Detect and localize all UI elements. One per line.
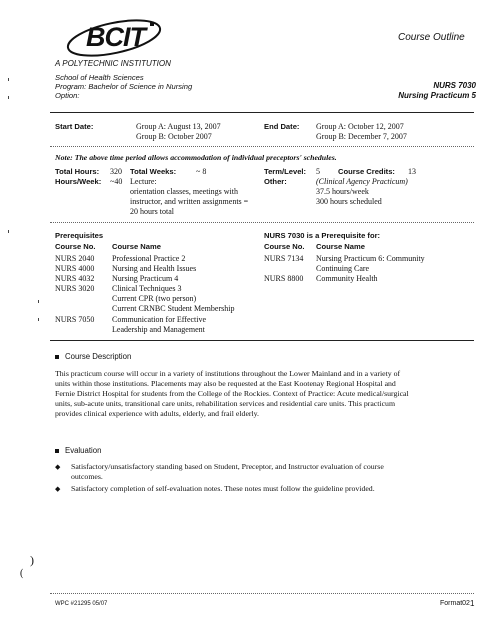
evaluation-item <box>55 462 485 482</box>
description-line: Fernie District Hospital for students from the College of the Rockies. Context of Practice: Acute medical/surgical <box>55 389 409 398</box>
total-hours-value: 320 <box>110 167 122 176</box>
end-date-label: End Date: <box>264 122 300 131</box>
hours-week-label: Hours/Week: <box>55 177 102 186</box>
total-weeks-label: Total Weeks: <box>130 167 177 176</box>
school-name: School of Health Sciences <box>55 73 144 82</box>
option-label: Option: <box>55 91 80 100</box>
prereq-for-course-name: Nursing Practicum 6: Community <box>316 254 425 263</box>
prereq-course-name: Communication for Effective <box>112 315 207 324</box>
other-line: (Clinical Agency Practicum) <box>316 177 408 186</box>
evaluation-item <box>55 484 485 494</box>
term-level-label: Term/Level: <box>264 167 307 176</box>
other-label: Other: <box>264 177 287 186</box>
evaluation-title: Evaluation <box>65 446 102 455</box>
course-name: Nursing Practicum 5 <box>398 91 476 100</box>
logo-text: BCIT <box>86 22 145 52</box>
evaluation-list <box>55 462 485 494</box>
prereq-course-name: Professional Practice 2 <box>112 254 186 263</box>
evaluation-line: Satisfactory completion of self-evaluation notes. These notes must follow the guideline provided. <box>71 484 375 493</box>
course-credits-label: Course Credits: <box>338 167 395 176</box>
diamond-bullet-icon: ◆ <box>55 485 61 493</box>
lecture-label: Lecture: <box>130 177 157 186</box>
prereq-course-no: NURS 4032 <box>55 274 95 283</box>
footer-doc-id: WPC #21295 05/07 <box>55 601 108 607</box>
prereq-rule <box>50 340 474 341</box>
course-description-heading <box>55 352 131 361</box>
lecture-line: instructor, and written assignments = <box>130 197 249 206</box>
margin-mark <box>38 318 39 321</box>
start-date-group-a: Group A: August 13, 2007 <box>136 122 221 131</box>
margin-mark <box>38 300 39 303</box>
total-hours-label: Total Hours: <box>55 167 100 176</box>
square-bullet-icon <box>55 449 59 453</box>
program-name: Program: Bachelor of Science in Nursing <box>55 82 193 91</box>
description-line: provides clinical experience with adults, elderly, and frail elderly. <box>55 409 260 418</box>
prereq-for-col-no: Course No. <box>264 242 305 251</box>
total-weeks-value: ~ 8 <box>196 167 207 176</box>
institution-tagline: A POLYTECHNIC INSTITUTION <box>55 59 171 68</box>
evaluation-heading <box>55 446 101 455</box>
course-description-body <box>55 369 485 419</box>
dates-rule <box>50 146 474 147</box>
prereq-col-name: Course Name <box>112 242 161 251</box>
prereq-course-no: NURS 7050 <box>55 315 95 324</box>
footer-rule <box>50 593 474 594</box>
term-level-value: 5 <box>316 167 320 176</box>
prereq-for-course-name: Continuing Care <box>316 264 370 273</box>
margin-mark <box>8 230 9 233</box>
margin-mark <box>8 78 9 81</box>
evaluation-line: outcomes. <box>71 472 103 481</box>
prereq-course-name: Current CRNBC Student Membership <box>112 304 235 313</box>
prereq-for-course-no: NURS 7134 <box>264 254 304 263</box>
prereq-course-no: NURS 4000 <box>55 264 95 273</box>
start-date-group-b: Group B: October 2007 <box>136 132 212 141</box>
prereq-for-course-name: Community Health <box>316 274 378 283</box>
schedule-note: Note: The above time period allows accommodation of individual preceptors' schedules. <box>55 153 337 162</box>
other-line: 300 hours scheduled <box>316 197 382 206</box>
prerequisites-title: Prerequisites <box>55 231 104 240</box>
start-date-label: Start Date: <box>55 122 94 131</box>
prereq-course-name: Nursing and Health Issues <box>112 264 197 273</box>
end-date-group-a: Group A: October 12, 2007 <box>316 122 404 131</box>
course-description-title: Course Description <box>65 352 132 361</box>
margin-mark <box>8 96 9 99</box>
prereq-col-no: Course No. <box>55 242 96 251</box>
prereq-for-col-name: Course Name <box>316 242 365 251</box>
margin-bracket-mark: ) <box>30 553 34 567</box>
page-number: 1 <box>470 599 475 608</box>
diamond-bullet-icon: ◆ <box>55 463 61 471</box>
margin-bracket-mark: ( <box>20 568 24 579</box>
prereq-for-title: NURS 7030 is a Prerequisite for: <box>264 231 381 240</box>
prereq-course-name: Leadership and Management <box>112 325 205 334</box>
course-code: NURS 7030 <box>433 81 476 90</box>
evaluation-line: Satisfactory/unsatisfactory standing based on Student, Preceptor, and Instructor evaluation of course <box>71 462 384 471</box>
prereq-course-name: Current CPR (two person) <box>112 294 197 303</box>
hours-week-value: ~40 <box>110 177 123 186</box>
prereq-course-no: NURS 3020 <box>55 284 95 293</box>
other-line: 37.5 hours/week <box>316 187 369 196</box>
lecture-line: 20 hours total <box>130 207 174 216</box>
description-line: units, sub-acute units, transitional care units, rehabilitation services and residential care units. This practicum <box>55 399 396 408</box>
doc-type: Course Outline <box>398 32 465 43</box>
prereq-course-name: Clinical Techniques 3 <box>112 284 182 293</box>
lecture-line: orientation classes, meetings with <box>130 187 238 196</box>
hours-rule <box>50 222 474 223</box>
prereq-course-no: NURS 2040 <box>55 254 95 263</box>
description-line: This practicum course will occur in a variety of institutions throughout the Lower Mainland and in a variety of <box>55 369 401 378</box>
square-bullet-icon <box>55 355 59 359</box>
header-rule <box>50 112 474 113</box>
end-date-group-b: Group B: December 7, 2007 <box>316 132 407 141</box>
course-credits-value: 13 <box>408 167 416 176</box>
description-line: units within those institutions. Placements may also be requested at the East Kootenay Regional Hospital and <box>55 379 396 388</box>
prereq-for-course-no: NURS 8800 <box>264 274 304 283</box>
footer-format: Format02 <box>440 600 470 607</box>
prereq-course-name: Nursing Practicum 4 <box>112 274 179 283</box>
